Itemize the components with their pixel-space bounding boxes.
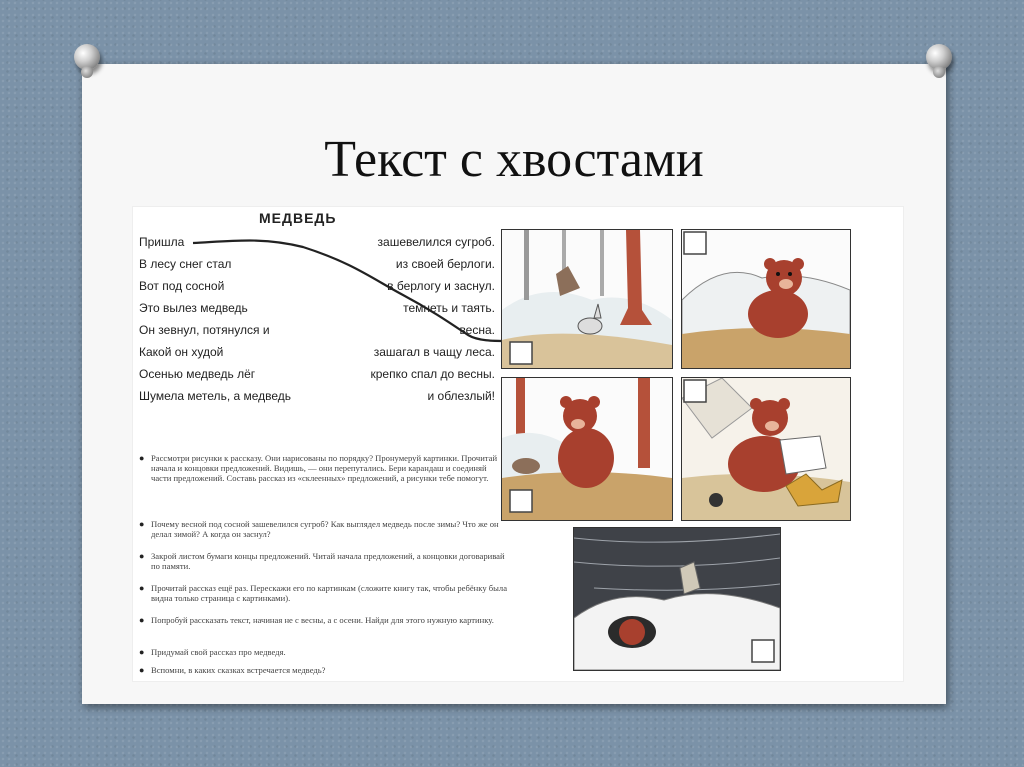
sentence-beginning: Это вылез медведь — [139, 301, 248, 315]
sentence-row — [139, 257, 495, 275]
bear-awakening-illustration — [682, 230, 850, 368]
sentence-ending: темнеть и таять. — [403, 301, 495, 315]
task-item: ● Попробуй рассказать текст, начиная не с весны, а с осени. Найди для этого нужную картинку. — [139, 615, 507, 625]
sentence-row — [139, 389, 495, 407]
task-item: ● Вспомни, в каких сказках встречается медведь? — [139, 665, 507, 675]
picture-bear-awakening — [681, 229, 851, 369]
sentence-ending: весна. — [459, 323, 495, 337]
spring-scene-illustration — [502, 230, 672, 368]
sentence-ending: и облезлый! — [427, 389, 495, 403]
sentence-beginning: Он зевнул, потянулся и — [139, 323, 270, 337]
pushpin-top-left-icon — [74, 44, 100, 70]
picture-spring-hare — [501, 229, 673, 369]
sentence-row — [139, 279, 495, 297]
sentence-ending: зашевелился сугроб. — [377, 235, 495, 249]
task-item: ● Придумай свой рассказ про медведя. — [139, 647, 507, 657]
task-item: ● Закрой листом бумаги концы предложений. Читай начала предложений, а концовки договаривай по памяти. — [139, 551, 507, 571]
sentence-row — [139, 323, 495, 341]
sentence-beginning: Шумела метель, а медведь — [139, 389, 292, 403]
task-item: ● Почему весной под сосной зашевелился сугроб? Как выглядел медведь после зимы? Что же он делал зимой? А когда он заснул? — [139, 519, 507, 539]
sentence-beginning: В лесу снег стал — [139, 257, 232, 271]
slide — [82, 64, 946, 704]
sentence-row — [139, 235, 495, 253]
slide-title: Текст с хвостами — [324, 131, 704, 188]
worksheet-page — [132, 206, 904, 682]
bear-autumn-illustration — [682, 378, 850, 520]
bear-walking-illustration — [502, 378, 672, 520]
worksheet-heading: МЕДВЕДЬ — [259, 210, 337, 226]
sentence-ending: в берлогу и заснул. — [387, 279, 495, 293]
task-item: ● Рассмотри рисунки к рассказу. Они нарисованы по порядку? Пронумеруй картинки. Прочитай начала и концовки предложений. Видишь, — они перепутались. Бери карандаш и соединяй части предложений. Составь рассказ из «склеенных» предложений, а рисунки тебе помогут. — [139, 453, 507, 483]
sentence-beginning: Вот под сосной — [139, 279, 225, 293]
task-item: ● Прочитай рассказ ещё раз. Перескажи его по картинкам (сложите книгу так, чтобы ребёнку была видна только страница с картинками). — [139, 583, 507, 603]
pushpin-top-right-icon — [926, 44, 952, 70]
sentence-row — [139, 345, 495, 363]
picture-bear-autumn — [681, 377, 851, 521]
sentence-beginning: Осенью медведь лёг — [139, 367, 256, 381]
sentence-ending: зашагал в чащу леса. — [373, 345, 495, 359]
sentence-beginning: Какой он худой — [139, 345, 224, 359]
sentence-row — [139, 301, 495, 319]
picture-bear-walking — [501, 377, 673, 521]
sentence-ending: из своей берлоги. — [395, 257, 495, 271]
sentence-ending: крепко спал до весны. — [370, 367, 495, 381]
picture-bear-sleeping-winter — [573, 527, 781, 671]
sentence-row — [139, 367, 495, 385]
sentence-beginning: Пришла — [139, 235, 185, 249]
bear-sleeping-illustration — [574, 528, 780, 670]
